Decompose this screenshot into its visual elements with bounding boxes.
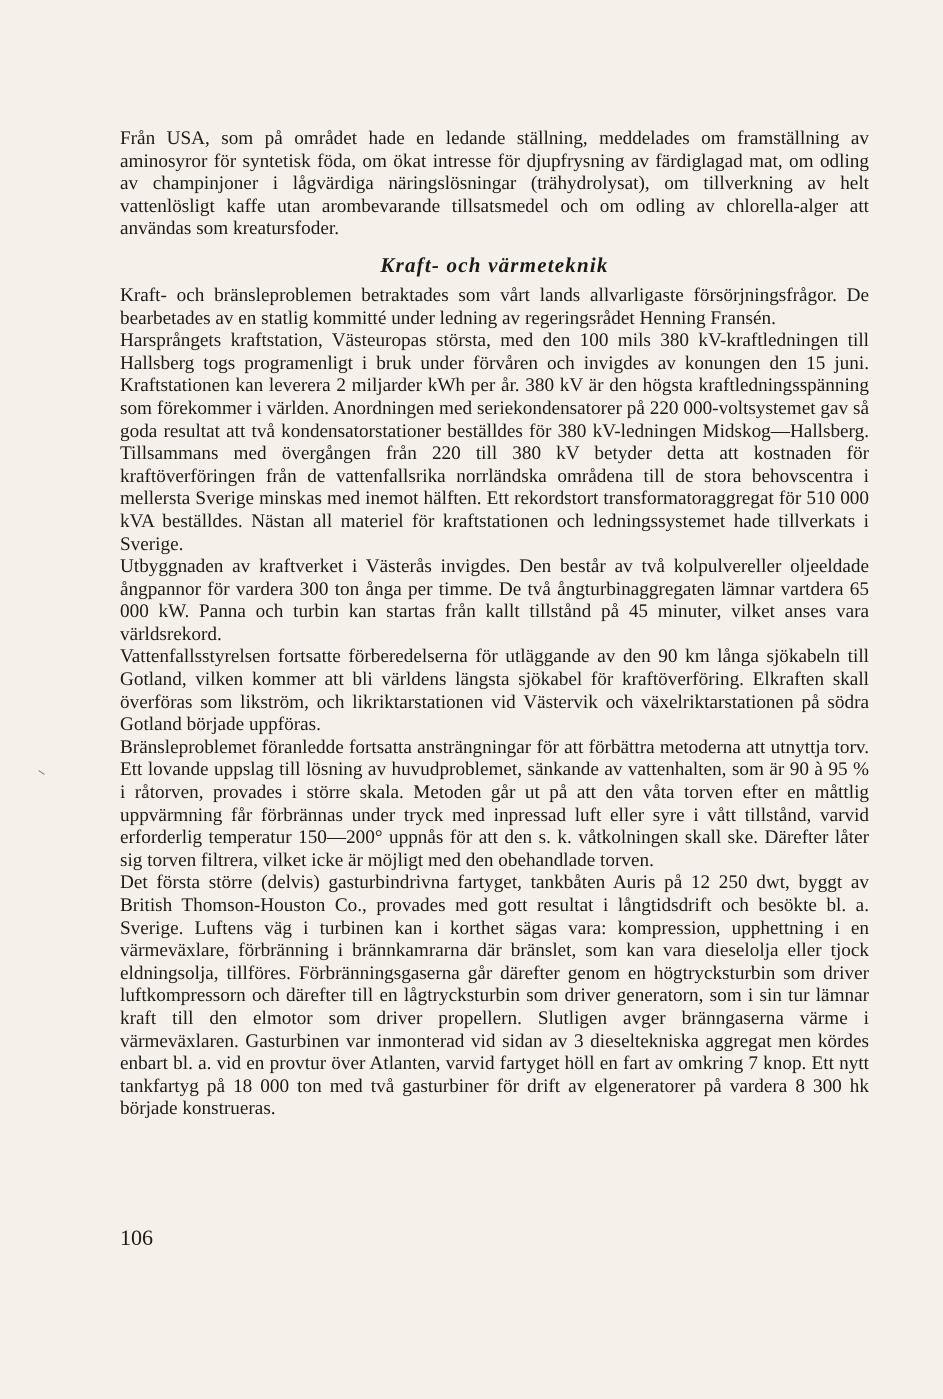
paragraph-gas-turbine: Det första större (delvis) gasturbindrivna fartyget, tankbåten Auris på 12 250 dwt, byggt av British Thomson-Houston Co., provades med gott resultat i långtidsdrift och besökte bl. a. Sverige. Luftens väg i turbinen kan i korthet sägas vara: kompression, upphettning i en värmeväxlare, förbränning i brännkamrarna där bränslet, som kan vara dieselolja eller tjock eldningsolja, tillföres. Förbränningsgaserna går därefter genom en högtrycksturbin som driver luftkompressorn och därefter till en lågtrycksturbin som driver generatorn, som i sin tur lämnar kraft till den elmotor som driver propellern. Slutligen avger bränngaserna värme i värmeväxlaren. Gasturbinen var inmonterad vid sidan av 3 dieseltekniska aggregat men kördes enbart bl. a. vid en provtur över Atlanten, varvid fartyget höll en fart av omkring 7 knop. Ett nytt tankfartyg på 18 000 ton med två gasturbiner för drift av elgeneratorer på vardera 8 300 hk började konstrueras. — [120, 872, 869, 1120]
section-heading: Kraft- och värmeteknik — [380, 252, 609, 277]
body-text — [120, 128, 869, 1121]
page-number: 106 — [120, 1225, 153, 1250]
margin-mark — [38, 770, 44, 775]
paragraph-vasteras: Utbyggnaden av kraftverket i Västerås invigdes. Den består av två kolpulvereller oljeeldade ångpannor för vardera 300 ton ånga per timme. De två ångturbinaggregaten lämnar vartdera 65 000 kW. Panna och turbin kan startas från kallt tillstånd på 45 minuter, vilket anses vara världsrekord. — [120, 556, 869, 645]
paragraph-fuel-problems: Kraft- och bränsleproblemen betraktades som vårt lands allvarligaste försörjningsfrågor. De bearbetades av en statlig kommitté under ledning av regeringsrådet Henning Fransén. — [120, 284, 869, 329]
intro-paragraph: Från USA, som på området hade en ledande ställning, meddelades om framställning av aminosyror för syntetisk föda, om ökat intresse för djupfrysning av färdiglagad mat, om odling av champinjoner i lågvärdiga näringslösningar (trähydrolysat), om tillverkning av helt vattenlösligt kaffe utan arombevarande tillsatsmedel och om odling av chlorella-alger att användas som kreatursfoder. — [120, 128, 869, 240]
paragraph-gotland-cable: Vattenfallsstyrelsen fortsatte förberedelserna för utläggande av den 90 km långa sjökabeln till Gotland, vilken kommer att bli världens längsta sjökabel för kraftöverföring. Elkraften skall överföras som likström, och likriktarstationen vid Västervik och växelriktarstationen på södra Gotland började uppföras. — [120, 646, 869, 736]
paragraph-peat: Bränsleproblemet föranledde fortsatta ansträngningar för att förbättra metoderna att utnyttja torv. Ett lovande uppslag till lösning av huvudproblemet, sänkande av vattenhalten, som är 90 à 95 % i råtorven, provades i större skala. Metoden går ut på att den våta torven efter en måttlig uppvärmning får förbrännas under tryck med inpressad luft eller syre i vått tillstånd, varvid erforderlig temperatur 150—200° uppnås för att den s. k. våtkolningen skall ske. Därefter låter sig torven filtrera, vilket icke är möjligt med den obehandlade torven. — [120, 736, 869, 871]
paragraph-harsprånget: Harsprångets kraftstation, Västeuropas största, med den 100 mils 380 kV-kraftledningen till Hallsberg togs programenligt i bruk under förvåren och invigdes av konungen den 15 juni. Kraftstationen kan leverera 2 miljarder kWh per år. 380 kV är den högsta kraftledningsspänning som förekommer i världen. Anordningen med seriekondensatorer på 220 000-voltsystemet gav så goda resultat att två kondensatorstationer beställdes för 380 kV-ledningen Midskog—Hallsberg. Tillsammans med övergången från 220 till 380 kV betyder detta att kostnaden för kraftöverföringen från de vattenfallsrika norrländska områdena till de stora behovscentra i mellersta Sverige minskas med inemot hälften. Ett rekordstort transformatoraggregat för 510 000 kVA beställdes. Nästan all materiel för kraftstationen och ledningssystemet hade tillverkats i Sverige. — [120, 330, 869, 555]
